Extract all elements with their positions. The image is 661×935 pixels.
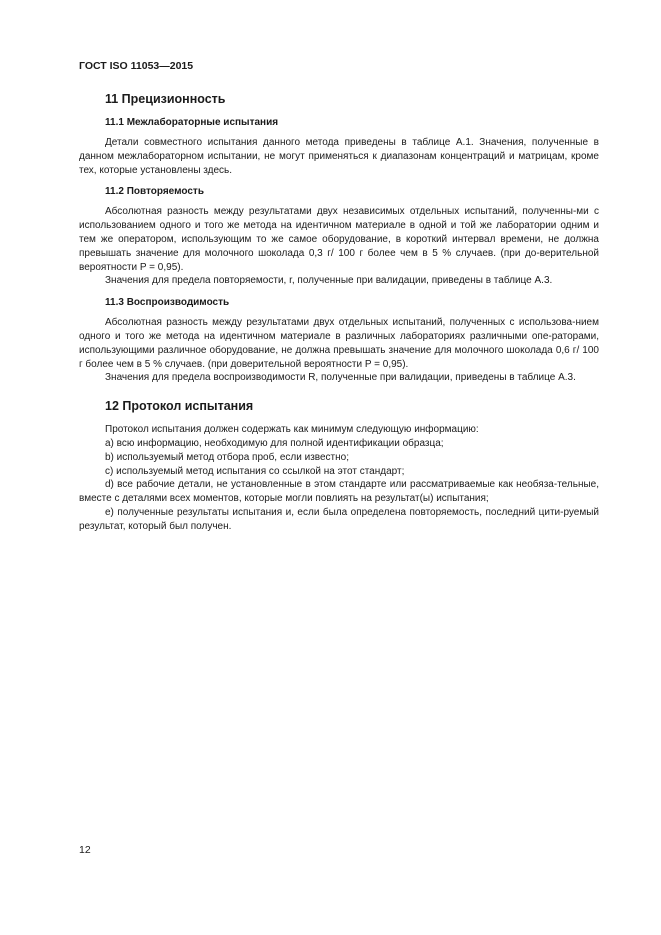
section-11-title: 11 Прецизионность <box>105 92 226 106</box>
section-11-3-text-2: Значения для предела воспроизводимости R, полученные при валидации, приведены в таблице А.3. <box>105 372 576 384</box>
section-11-2-title: 11.2 Повторяемость <box>105 186 204 198</box>
list-item: c) используемый метод испытания со ссылкой на этот стандарт; <box>105 465 405 477</box>
standard-code: ГОСТ ISO 11053—2015 <box>79 60 194 72</box>
list-item: b) используемый метод отбора проб, если известно; <box>105 451 350 463</box>
section-11-1-text: Детали совместного испытания данного метода приведены в таблице А.1. Значения, полученные в данном межлабораторном испытании, не могут применяться к диапазонам концентраций и матрицам, кроме тех, которые установлены здесь. <box>79 137 599 176</box>
section-11-2-text-2: Значения для предела повторяемости, r, полученные при валидации, приведены в таблице А.3. <box>105 275 553 287</box>
list-item: a) всю информацию, необходимую для полной идентификации образца; <box>105 437 444 449</box>
page-number: 12 <box>79 844 91 856</box>
section-11-3-text: Абсолютная разность между результатами двух отдельных испытаний, полученных с использова-нием одного и того же метода на идентичном материале в различных лабораториях различными опе-раторами, использующими различное оборудование, не должна превышать значение для молочного шоколада 0,6 г/ 100 г более чем в 5 % случаев. (при доверительной вероятности P = 0,95). <box>79 317 599 370</box>
page-content <box>79 90 599 534</box>
list-item: e) полученные результаты испытания и, если была определена повторяемость, последний цити-руемый результат, который был получен. <box>79 506 599 532</box>
section-11-1-title: 11.1 Межлабораторные испытания <box>105 117 279 128</box>
section-12-intro: Протокол испытания должен содержать как минимум следующую информацию: <box>105 424 479 436</box>
list-item: d) все рабочие детали, не установленные в этом стандарте или рассматриваемые как необяза-тельные, вместе с деталями всех моментов, которые могли повлиять на результат(ы) испытания; <box>79 479 599 505</box>
section-12-title: 12 Протокол испытания <box>105 399 254 414</box>
section-11-2-text: Абсолютная разность между результатами двух независимых отдельных испытаний, полученны-ми с использованием одного и того же метода на идентичном материале в одной и той же лаборатории одним и тем же оператором, использующим то же самое оборудование, в короткий интервал времени, не должна превышать значение для молочного шоколада 0,3 г/ 100 г более чем в 5 % случаев. (при до-верительной вероятности P = 0,95). <box>79 206 599 273</box>
section-11-3-title: 11.3 Воспроизводимость <box>105 297 230 309</box>
